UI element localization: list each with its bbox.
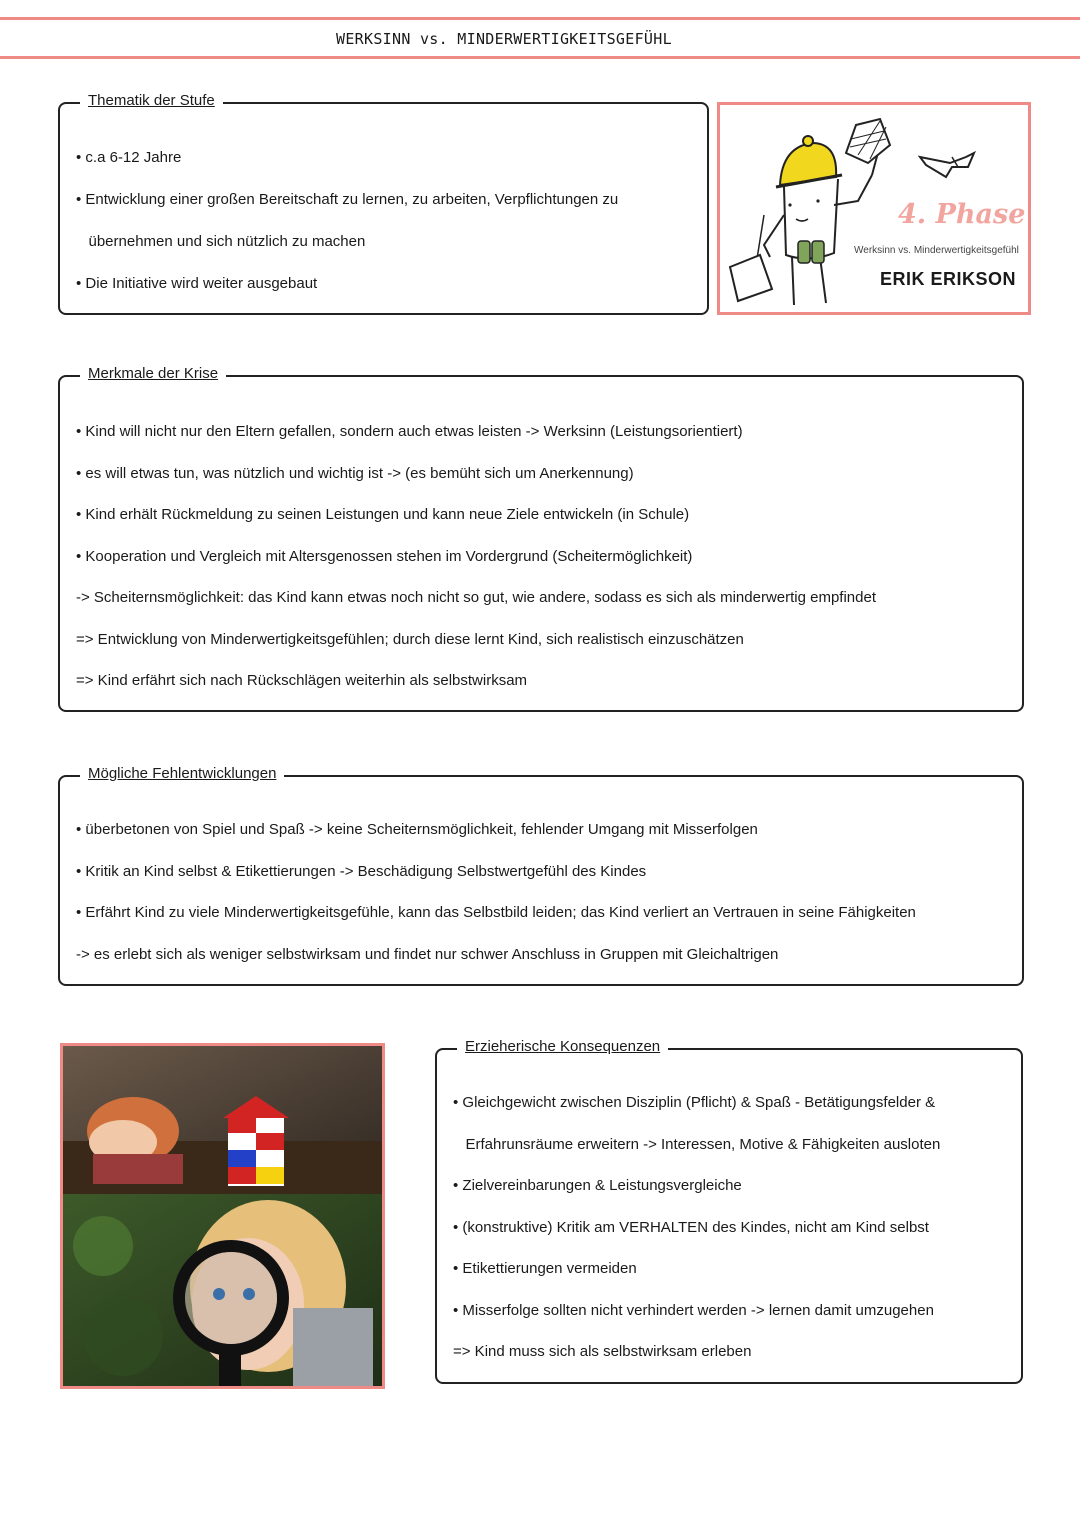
list-item: • Misserfolge sollten nicht verhindert werden -> lernen damit umzugehen — [453, 1301, 934, 1319]
list-item: • Gleichgewicht zwischen Disziplin (Pflicht) & Spaß - Betätigungsfelder & — [453, 1094, 936, 1111]
list-item: • Erfährt Kind zu viele Minderwertigkeitsgefühle, kann das Selbstbild leiden; das Kind verliert an Vertrauen in seine Fähigkeiten — [76, 904, 916, 921]
children-photos — [60, 1043, 385, 1389]
merkmale-title: Merkmale der Krise — [80, 365, 226, 382]
list-item: • Kritik an Kind selbst & Etikettierungen -> Beschädigung Selbstwertgefühl des Kindes — [76, 862, 647, 880]
page-title: WERKSINN vs. MINDERWERTIGKEITSGEFÜHL — [336, 30, 672, 48]
fehlentwicklungen-title: Mögliche Fehlentwicklungen — [80, 765, 284, 782]
list-item: => Kind erfährt sich nach Rückschlägen weiterhin als selbstwirksam — [76, 672, 528, 689]
list-item: • Zielvereinbarungen & Leistungsvergleiche — [453, 1177, 742, 1194]
konsequenzen-box — [435, 1038, 1023, 1384]
list-item: • Etikettierungen vermeiden — [453, 1260, 637, 1277]
list-item: => Kind muss sich als selbstwirksam erleben — [453, 1343, 752, 1360]
list-item: • Die Initiative wird weiter ausgebaut — [76, 275, 318, 292]
header-bar — [0, 17, 1080, 59]
thematik-title: Thematik der Stufe — [80, 92, 223, 109]
author-name: ERIK ERIKSON — [880, 269, 1017, 289]
list-item: übernehmen und sich nützlich zu machen — [76, 233, 366, 250]
list-item: • Kind erhält Rückmeldung zu seinen Leistungen und kann neue Ziele entwickeln (in Schule) — [76, 506, 690, 523]
list-item: • Kind will nicht nur den Eltern gefallen, sondern auch etwas leisten -> Werksinn (Leistungsorientiert) — [76, 423, 743, 440]
list-item: Erfahrunsräume erweitern -> Interessen, Motive & Fähigkeiten ausloten — [453, 1135, 941, 1153]
phase-subtitle: Werksinn vs. Minderwertigkeitsgefühl — [854, 245, 1019, 256]
list-item: => Entwicklung von Minderwertigkeitsgefühlen; durch diese lernt Kind, sich realistisch einzuschätzen — [76, 630, 744, 648]
konsequenzen-title: Erzieherische Konsequenzen — [457, 1038, 668, 1055]
list-item: • c.a 6-12 Jahre — [76, 149, 182, 166]
list-item: -> Scheiternsmöglichkeit: das Kind kann etwas noch nicht so gut, wie andere, sodass es sich als minderwertig empfindet — [76, 589, 876, 606]
list-item: • überbetonen von Spiel und Spaß -> keine Scheiternsmöglichkeit, fehlender Umgang mit Misserfolgen — [76, 821, 758, 838]
thematik-box — [58, 92, 709, 315]
list-item: • Entwicklung einer großen Bereitschaft zu lernen, zu arbeiten, Verpflichtungen zu — [76, 191, 619, 208]
list-item: • Kooperation und Vergleich mit Altersgenossen stehen im Vordergrund (Scheitermöglichkeit) — [76, 547, 693, 565]
merkmale-box — [58, 365, 1024, 712]
phase-card — [717, 102, 1031, 315]
phase-number: 4. Phase — [898, 199, 1026, 230]
list-item: • es will etwas tun, was nützlich und wichtig ist -> (es bemüht sich um Anerkennung) — [76, 464, 634, 482]
fehlentwicklungen-box — [58, 765, 1024, 986]
list-item: -> es erlebt sich als weniger selbstwirksam und findet nur schwer Anschluss in Gruppen mit Gleichaltrigen — [76, 945, 779, 963]
list-item: • (konstruktive) Kritik am VERHALTEN des Kindes, nicht am Kind selbst — [453, 1218, 929, 1236]
